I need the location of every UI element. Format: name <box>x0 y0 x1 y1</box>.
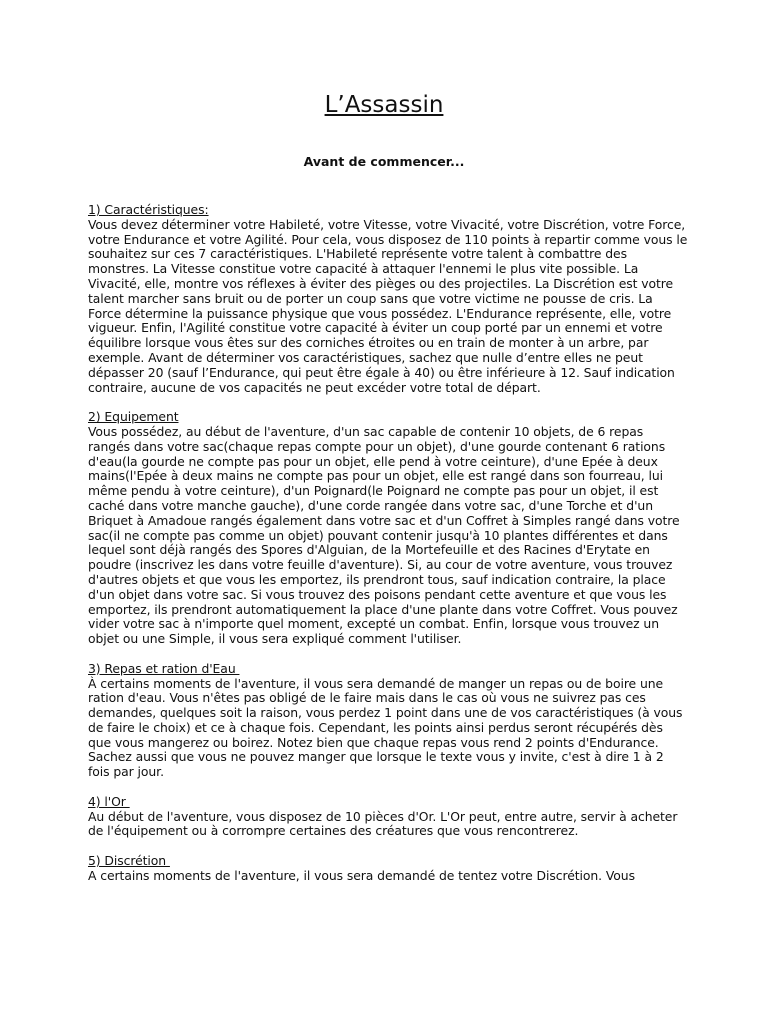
section-heading: 3) Repas et ration d'Eau <box>88 660 240 676</box>
document-body <box>88 203 688 898</box>
section-heading: 5) Discrétion <box>88 853 170 869</box>
section-paragraph: Vous devez déterminer votre Habileté, votre Vitesse, votre Vivacité, votre Discrétion, votre Force, votre Endurance et votre Agilité. Pour cela, vous disposez de 110 points à repartir comme vous le souhaitez sur ces 7 caractéristiques. L'Habileté représente votre talent à combattre des monstres. La Vitesse constitue votre capacité à attaquer l'ennemi le plus vite possible. La Vivacité, elle, montre vos réflexes à éviter des pièges ou des projectiles. La Discrétion est votre talent marcher sans bruit ou de porter un coup sans que votre victime ne pousse de cris. La Force détermine la puissance physique que vous possédez. L'Endurance représente, elle, votre vigueur. Enfin, l'Agilité constitue votre capacité à éviter un coup porté par un ennemi et votre équilibre lorsque vous êtes sur des corniches étroites ou en train de monter à un arbre, par exemple. Avant de déterminer vos caractéristiques, sachez que nulle d’entre elles ne peut dépasser 20 (sauf l’Endurance, qui peut être égale à 40) ou être inférieure à 12. Sauf indication contraire, aucune de vos capacités ne peut excéder votre total de départ. <box>88 216 688 395</box>
document-title: L’Assassin <box>324 92 444 118</box>
section-repas-eau <box>88 662 688 780</box>
section-paragraph: Vous possédez, au début de l'aventure, d'un sac capable de contenir 10 objets, de 6 repas rangés dans votre sac(chaque repas compte pour un objet), d'une gourde contenant 6 rations d'eau(la gourde ne compte pas pour un objet, elle pend à votre ceinture), d'une Epée à deux mains(l'Epée à deux mains ne compte pas pour un objet, elle est rangé dans son fourreau, lui même pendu à votre ceinture), d'un Poignard(le Poignard ne compte pas pour un objet, il est caché dans votre manche gauche), d'une corde rangée dans votre sac, d'une Torche et d'un Briquet à Amadoue rangés également dans votre sac et d'un Coffret à Simples rangé dans votre sac(il ne compte pas comme un objet) pouvant contenir jusqu'à 10 plantes différentes et dans lequel sont déjà rangés des Spores d'Alguian, de la Mortefeuille et des Racines d'Erytate en poudre (inscrivez les dans votre feuille d'aventure). Si, au cour de votre aventure, vous trouvez d'autres objets et que vous les emportez, ils prendront tous, sauf indication contraire, la place d'un objet dans votre sac. Si vous trouvez des poisons pendant cette aventure et que vous les emportez, ils prendront automatiquement la place d'une plante dans votre Coffret. Vous pouvez vider votre sac à n'importe quel moment, excepté un combat. Enfin, lorsque vous trouvez un objet ou une Simple, il vous sera expliqué comment l'utiliser. <box>88 423 680 647</box>
section-heading: 1) Caractéristiques: <box>88 202 209 217</box>
section-or <box>88 795 688 839</box>
section-discretion <box>88 854 688 884</box>
section-equipement <box>88 410 688 647</box>
section-paragraph: Au début de l'aventure, vous disposez de 10 pièces d'Or. L'Or peut, entre autre, servir à acheter de l'équipement ou à corrompre certaines des créatures que vous rencontrerez. <box>88 808 678 839</box>
section-caracteristiques <box>88 203 688 395</box>
document-subtitle: Avant de commencer... <box>303 154 465 169</box>
section-heading: 4) l'Or <box>88 793 130 809</box>
section-heading: 2) Equipement <box>88 409 179 425</box>
section-paragraph: À certains moments de l'aventure, il vous sera demandé de manger un repas ou de boire une ration d'eau. Vous n'êtes pas obligé de le faire mais dans le cas où vous ne suivrez pas ces demandes, quelques soit la raison, vous perdez 1 point dans une de vos caractéristiques (à vous de faire le choix) et ce à chaque fois. Cependant, les points ainsi perdus seront récupérés dès que vous mangerez ou boirez. Notez bien que chaque repas vous rend 2 points d'Endurance. Sachez aussi que vous ne pouvez manger que lorsque le texte vous y invite, c'est à dire 1 à 2 fois par jour. <box>88 675 683 780</box>
section-paragraph: A certains moments de l'aventure, il vous sera demandé de tentez votre Discrétion. Vous <box>88 867 635 883</box>
